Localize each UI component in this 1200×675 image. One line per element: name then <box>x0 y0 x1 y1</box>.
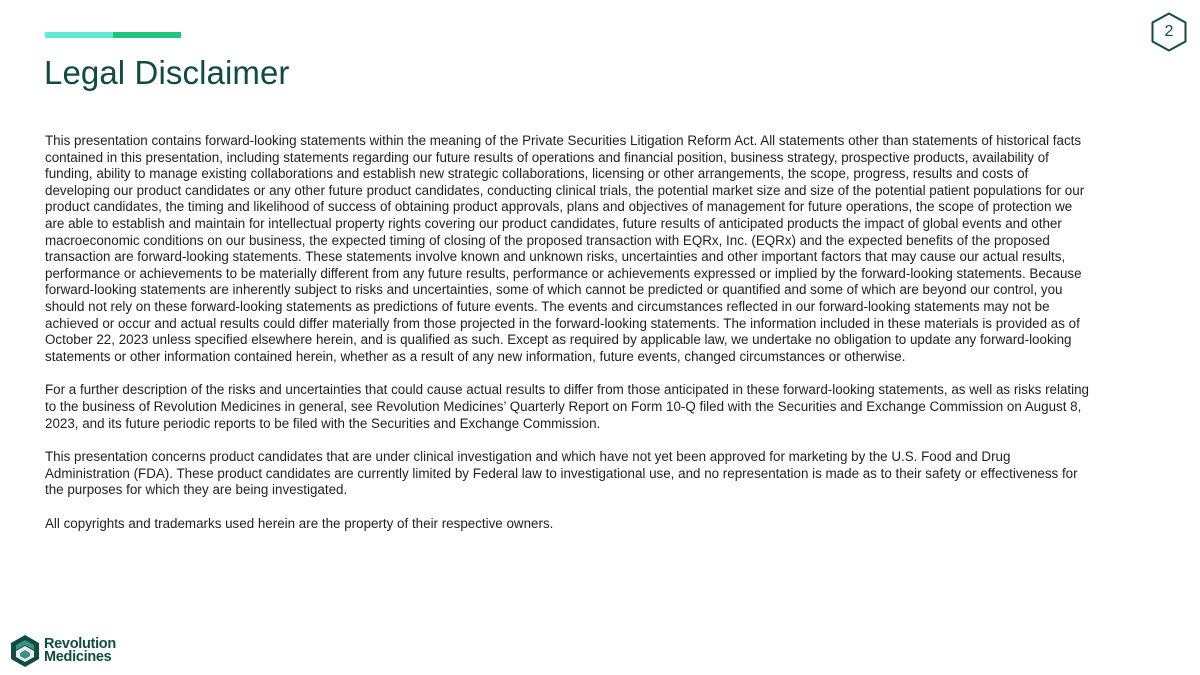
disclaimer-paragraph-forward-looking: This presentation contains forward-looking statements within the meaning of the Private Securities Litigation Reform Act. All statements other than statements of historical facts contained in this presentation, including statements regarding our future results of operations and financial position, business strategy, prospective products, availability of funding, ability to manage existing collaborations and establish new strategic collaborations, licensing or other arrangements, the scope, progress, results and costs of developing our product candidates or any other future product candidates, conducting clinical trials, the potential market size and size of the potential patient populations for our product candidates, the timing and likelihood of success of obtaining product approvals, plans and objectives of management for future operations, the scope of protection we are able to establish and maintain for intellectual property rights covering our product candidates, future results of anticipated products the impact of global events and other macroeconomic conditions on our business, the expected timing of closing of the proposed transaction with EQRx, Inc. (EQRx) and the expected benefits of the proposed transaction are forward-looking statements. These statements involve known and unknown risks, uncertainties and other important factors that may cause our actual results, performance or achievements to be materially different from any future results, performance or achievements expressed or implied by the forward-looking statements. Because forward-looking statements are inherently subject to risks and uncertainties, some of which cannot be predicted or quantified and some of which are beyond our control, you should not rely on these forward-looking statements as predictions of future events. The events and circumstances reflected in our forward-looking statements may not be achieved or occur and actual results could differ materially from those projected in the forward-looking statements. The information included in these materials is provided as of October 22, 2023 unless specified elsewhere herein, and is qualified as such. Except as required by applicable law, we undertake no obligation to update any forward-looking statements or other information contained herein, whether as a result of any new information, future events, changed circumstances or otherwise. <box>45 133 1085 364</box>
company-logo <box>10 634 116 668</box>
page-number-badge <box>1150 12 1188 52</box>
disclaimer-paragraph-trademarks: All copyrights and trademarks used herein are the property of their respective owners. <box>45 515 554 531</box>
page-title: Legal Disclaimer <box>44 54 290 91</box>
title-accent-bar <box>45 32 181 38</box>
revolution-medicines-logo-icon <box>10 634 40 668</box>
disclaimer-body <box>45 133 1095 549</box>
accent-bar-dark-segment <box>113 32 181 38</box>
page-number: 2 <box>1164 23 1174 40</box>
logo-wordmark <box>44 638 116 664</box>
disclaimer-paragraph-risks: For a further description of the risks and uncertainties that could cause actual results to differ from those anticipated in these forward-looking statements, as well as risks relating to the business of Revolution Medicines in general, see Revolution Medicines’ Quarterly Report on Form 10-Q filed with the Securities and Exchange Commission on August 8, 2023, and its future periodic reports to be filed with the Securities and Exchange Commission. <box>45 382 1089 431</box>
disclaimer-paragraph-fda: This presentation concerns product candidates that are under clinical investigation and which have not yet been approved for marketing by the U.S. Food and Drug Administration (FDA). These product candidates are currently limited by Federal law to investigational use, and no representation is made as to their safety or effectiveness for the purposes for which they are being investigated. <box>45 449 1078 498</box>
accent-bar-light-segment <box>45 32 113 38</box>
logo-wordmark-line1: Revolution <box>44 636 116 652</box>
logo-wordmark-line2: Medicines <box>44 649 112 665</box>
